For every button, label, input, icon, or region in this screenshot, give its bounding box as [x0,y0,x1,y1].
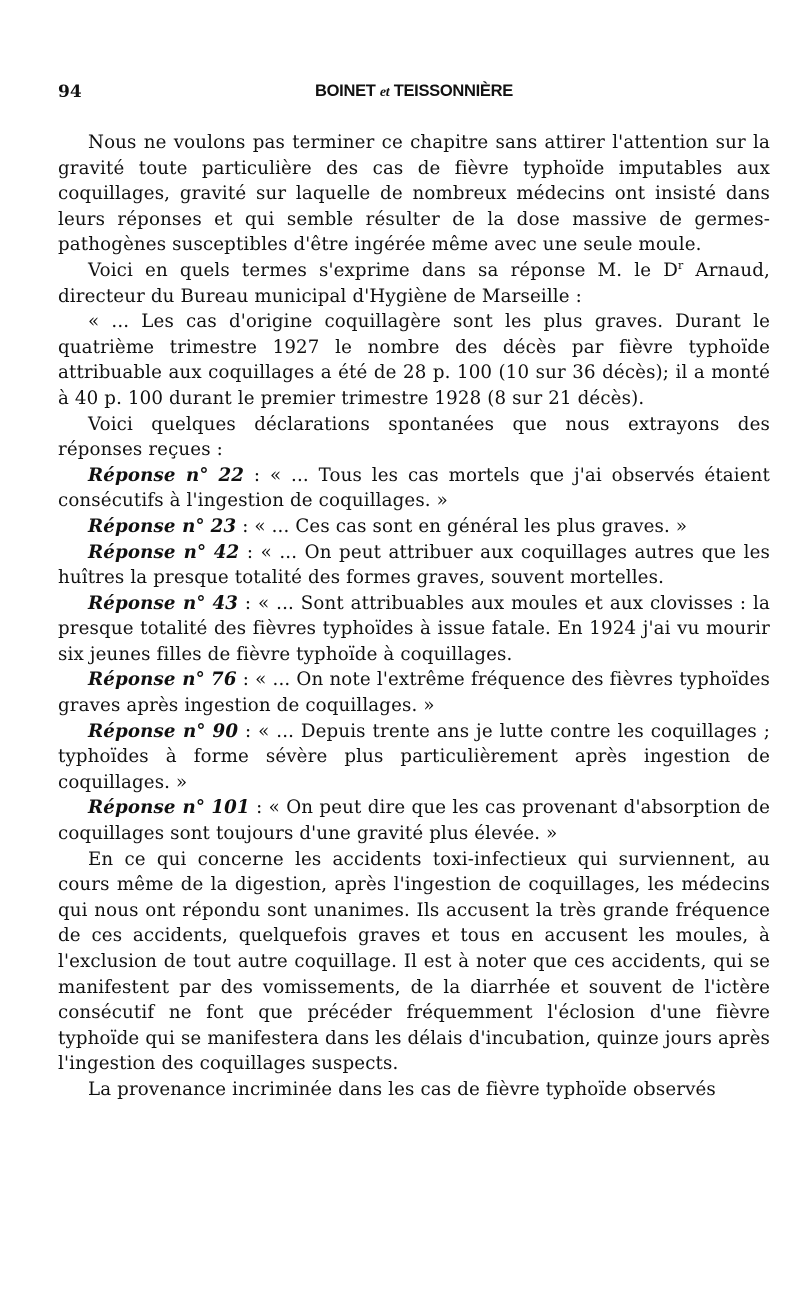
response-text: : « ... On peut attribuer aux coquillages autres que les huîtres la presque totalité des formes graves, souvent mortelles. [58,541,770,589]
paragraph-arnaud-text-end: Arnaud, directeur du Bureau municipal d'Hygiène de Marseille : [58,259,770,307]
response-42 [58,540,770,591]
response-number: 90 [212,720,239,742]
response-101 [58,795,770,846]
paragraph-declarations: Voici quelques déclarations spontanées que nous extrayons des réponses reçues : [58,413,770,461]
response-90 [58,719,770,796]
response-text: : « On peut dire que les cas provenant d'absorption de coquillages sont toujours d'une gravité plus élevée. » [58,797,771,845]
page-header [58,82,770,116]
response-label: Réponse n° [88,592,206,614]
response-number: 101 [211,797,250,819]
paragraph-arnaud [58,258,770,309]
page-number: 94 [58,82,82,102]
response-number: 43 [212,592,239,614]
quote-marseille: « ... Les cas d'origine coquillagère sont les plus graves. Durant le quatrième trimestre 1927 le nombre des décès par fièvre typhoïde attribuable aux coquillages a été de 28 p. 100 (10 sur 36 décès); il a monté à 40 p. 100 durant le premier trimestre 1928 (8 sur 21 décès). [58,311,770,409]
paragraph-arnaud-text: Voici en quels termes s'exprime dans sa réponse M. le D [88,259,678,281]
response-label: Réponse n° [88,541,207,563]
response-text: : « ... Ces cas sont en général les plus graves. » [236,515,688,537]
response-text: : « ... Depuis trente ans je lutte contre les coquillages ; typhoïdes à forme sévère plus particulièrement après ingestion de coquillages. » [58,720,771,793]
response-number: 22 [218,464,245,486]
response-22 [58,463,770,514]
response-label: Réponse n° [88,669,205,691]
response-label: Réponse n° [88,464,209,486]
response-label: Réponse n° [88,797,206,819]
document-page [58,82,770,1103]
response-text: : « ... Tous les cas mortels que j'ai observés étaient consécutifs à l'ingestion de coquillages. » [58,464,771,512]
paragraph-intro: Nous ne voulons pas terminer ce chapitre sans attirer l'attention sur la gravité toute particulière des cas de fièvre typhoïde imputables aux coquillages, gravité sur laquelle de nombreux médecins ont insisté dans leurs réponses et qui semble résulter de la dose massive de germes-pathogènes susceptibles d'être ingérée même avec une seule moule. [58,132,770,256]
doctor-superscript: r [677,258,684,272]
response-label: Réponse n° [88,720,206,742]
response-76 [58,667,770,718]
response-number: 76 [211,669,237,691]
response-23 [58,514,770,540]
paragraph-provenance: La provenance incriminée dans les cas de fièvre typhoïde observés [88,1078,716,1100]
paragraph-toxi-infectious: En ce qui concerne les accidents toxi-infectieux qui surviennent, au cours même de la digestion, après l'ingestion de coquillages, les médecins qui nous ont répondu sont unanimes. Ils accusent la très grande fréquence de ces accidents, quelquefois graves et tous en accusent les moules, à l'exclusion de tout autre coquillage. Il est à noter que ces accidents, qui se manifestent par des vomissements, de la diarrhée et souvent de l'ictère consécutif ne font que précéder fréquemment l'éclosion d'une fièvre typhoïde qui se manifestera dans les délais d'incubation, quinze jours après l'ingestion des coquillages suspects. [58,848,770,1075]
response-number: 42 [213,541,240,563]
response-label: Réponse n° [88,515,205,537]
author-one: BOINET [315,82,376,100]
response-number: 23 [210,515,237,537]
author-two: TEISSONNIÈRE [393,82,513,100]
title-conjunction: et [379,85,390,100]
running-title [58,82,770,101]
response-text: : « ... On note l'extrême fréquence des fièvres typhoïdes graves après ingestion de coquillages. » [58,669,771,717]
response-43 [58,591,770,668]
response-text: : « ... Sont attribuables aux moules et aux clovisses : la presque totalité des fièvres typhoïdes à issue fatale. En 1924 j'ai vu mourir six jeunes filles de fièvre typhoïde à coquillages. [58,592,771,665]
